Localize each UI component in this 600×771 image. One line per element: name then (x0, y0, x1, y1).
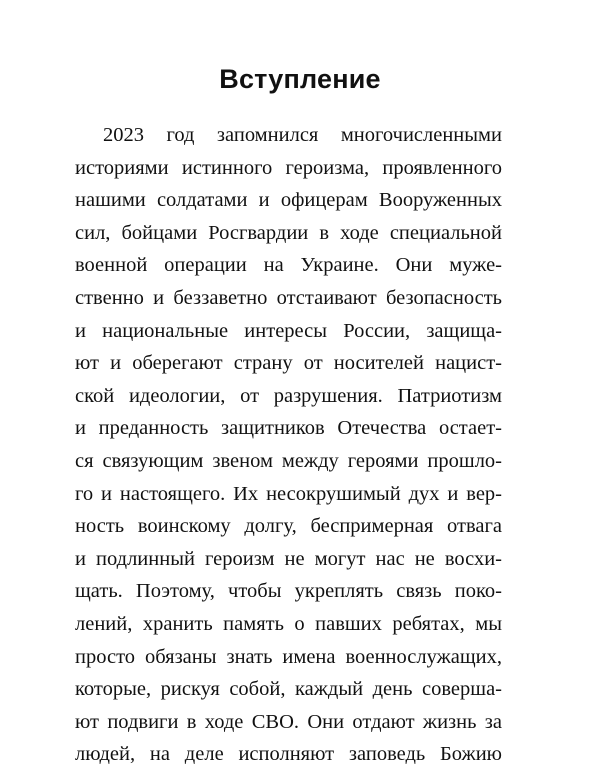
text-line: 2023 год запомнился многочисленными (103, 124, 502, 146)
text-line: щать. Поэтому, чтобы укреплять связь поко- (75, 580, 502, 603)
text-line: и подлинный героизм не могут нас не восхи- (75, 547, 502, 570)
text-line: ской идеологии, от разрушения. Патриотизм (75, 384, 502, 407)
text-line: лений, хранить память о павших ребятах, мы (75, 612, 502, 635)
text-line: ность воинскому долгу, беспримерная отвага (75, 515, 502, 538)
text-line: ют подвиги в ходе СВО. Они отдают жизнь за (75, 710, 502, 733)
text-line: ся связующим звеном между героями прошло- (75, 449, 502, 472)
text-line: историями истинного героизма, проявленного (75, 156, 502, 179)
text-line: ют и оберегают страну от носителей нацист- (75, 352, 502, 375)
text-line: го и настоящего. Их несокрушимый дух и вер- (75, 482, 502, 505)
text-line: которые, рискуя собой, каждый день соверша- (75, 678, 502, 701)
body-paragraph (75, 119, 502, 771)
text-line: людей, на деле исполняют заповедь Божию (75, 743, 502, 766)
text-line: сил, бойцами Росгвардии в ходе специальной (75, 221, 502, 244)
text-line: и преданность защитников Отечества остает- (75, 417, 502, 440)
text-line: военной операции на Украине. Они муже- (75, 254, 502, 277)
text-line: ственно и беззаветно отстаивают безопасность (75, 286, 502, 309)
text-line: и национальные интересы России, защища- (75, 319, 502, 342)
chapter-title: Вступление (219, 64, 381, 94)
text-line: просто обязаны знать имена военнослужащих, (75, 645, 502, 668)
text-line: нашими солдатами и офицерам Вооруженных (75, 189, 502, 212)
